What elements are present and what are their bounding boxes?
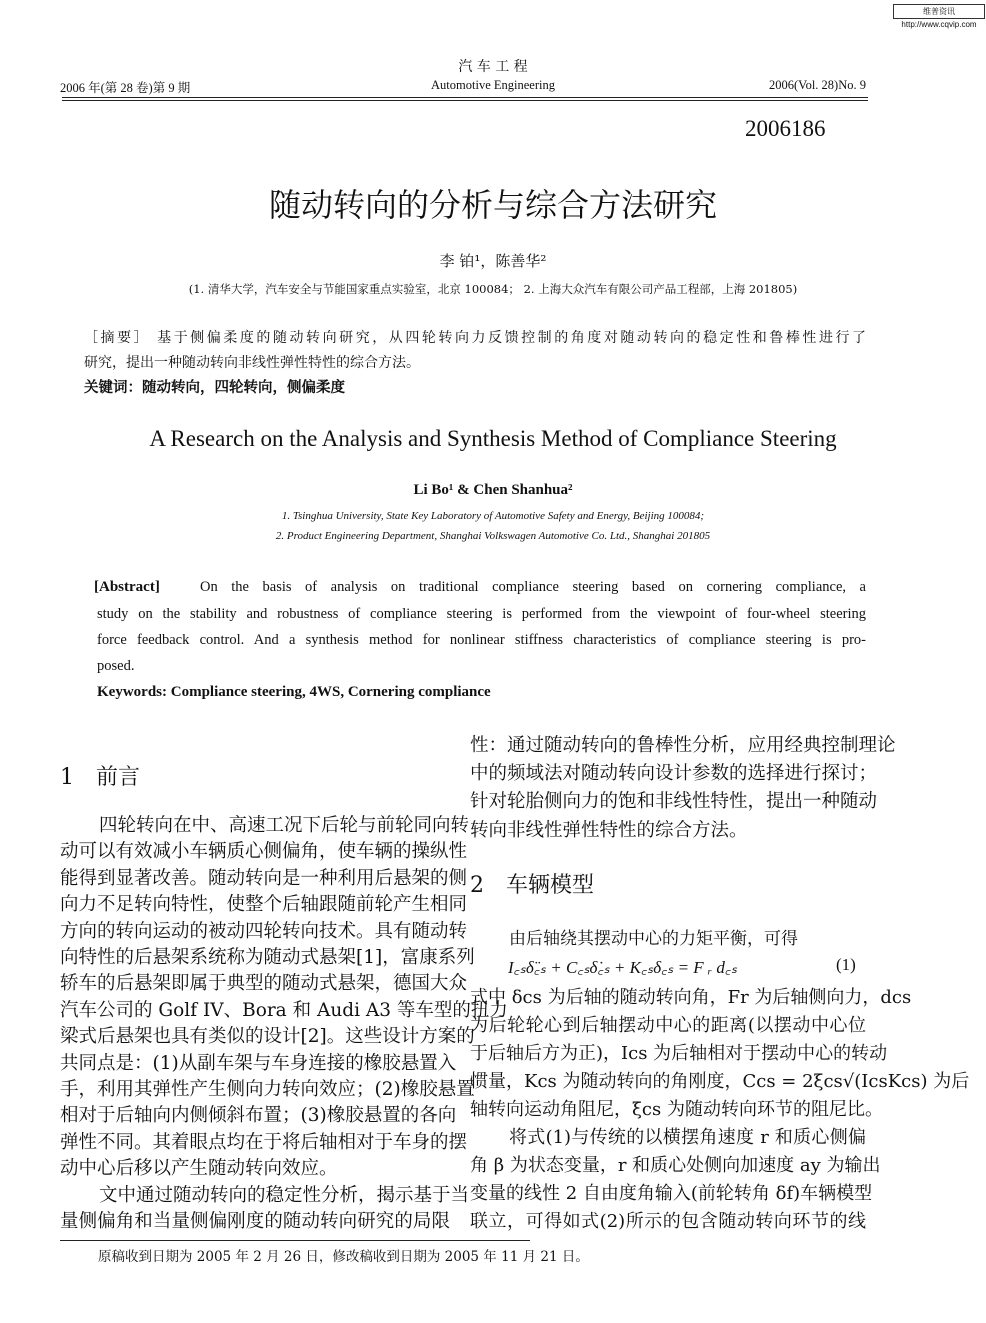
section-2-heading: 2 车辆模型 xyxy=(470,873,594,898)
body-text-line: 梁式后悬架也具有类似的设计[2]。这些设计方案的 xyxy=(60,1026,475,1048)
section-2-lead: 由后轴绕其摆动中心的力矩平衡，可得 xyxy=(509,929,798,949)
section-1-heading: 1 前言 xyxy=(60,765,140,790)
watermark[interactable]: 维普资讯 http://www.cqvip.com xyxy=(893,4,985,19)
body-text-line: 向特性的后悬架系统称为随动式悬架[1]，富康系列 xyxy=(60,947,475,968)
abstract-cn-line: ［摘要］ 基于侧偏柔度的随动转向研究，从四轮转向力反馈控制的角度对随动转向的稳定性和鲁棒性进行了 xyxy=(84,330,866,346)
journal-name-en: Automotive Engineering xyxy=(431,78,555,92)
affiliation-en: 1. Tsinghua University, State Key Laboratory of Automotive Safety and Energy, Beijing 100084; xyxy=(281,510,705,522)
body-text-line: 针对轮胎侧向力的饱和非线性特性，提出一种随动 xyxy=(470,791,878,813)
body-text-line: 式中 δcs 为后轴的随动转向角，Fr 为后轴侧向力，dcs xyxy=(470,987,912,1008)
equation-1: I꜀ₛδ̈꜀ₛ + C꜀ₛδ̇꜀ₛ + K꜀ₛδ꜀ₛ = F ᵣ d꜀ₛ xyxy=(508,958,738,977)
header-rule xyxy=(62,97,868,98)
body-text-line: 轴转向运动角阻尼，ξcs 为随动转向环节的阻尼比。 xyxy=(470,1099,883,1120)
body-text-line: 联立，可得如式(2)所示的包含随动转向环节的线 xyxy=(470,1211,866,1232)
body-text-line: 共同点是：(1)从副车架与车身连接的橡胶悬置入 xyxy=(60,1052,457,1074)
body-text-line: 量侧偏角和当量侧偏刚度的随动转向研究的局限 xyxy=(60,1211,450,1232)
body-text-line: 相对于后轴向内侧倾斜布置；(3)橡胶悬置的各向 xyxy=(60,1105,457,1127)
body-text-line: 于后轴后方为正)，Ics 为后轴相对于摆动中心的转动 xyxy=(470,1043,888,1064)
body-text-line: 文中通过随动转向的稳定性分析，揭示基于当 xyxy=(99,1184,470,1206)
body-text-line: 中的频域法对随动转向设计参数的选择进行探讨； xyxy=(470,763,878,785)
keywords-en-label: Keywords: xyxy=(97,684,167,700)
body-text-line: 动可以有效减小车辆质心侧偏角，使车辆的操纵性 xyxy=(60,841,468,863)
title-en: A Research on the Analysis and Synthesis Method of Compliance Steering xyxy=(149,426,837,451)
body-text-line: 角 β 为状态变量，r 和质心处侧向加速度 ay 为输出 xyxy=(470,1155,881,1176)
body-text-line: 为后轮轮心到后轴摆动中心的距离(以摆动中心位 xyxy=(470,1015,866,1036)
body-text-line: 四轮转向在中、高速工况下后轮与前轮同向转 xyxy=(99,815,470,836)
abstract-en-label: [Abstract] xyxy=(94,579,160,595)
issue-cn: 2006 年(第 28 卷)第 9 期 xyxy=(60,81,191,95)
abstract-en-line: posed. xyxy=(97,658,135,674)
issue-en: 2006(Vol. 28)No. 9 xyxy=(769,78,866,92)
footnote: 原稿收到日期为 2005 年 2 月 26 日，修改稿收到日期为 2005 年 11 月 21 日。 xyxy=(98,1249,589,1265)
abstract-en-line: force feedback control. And a synthesis method for nonlinear stiffness characteristics of compliance steering is pro- xyxy=(97,632,866,648)
body-text-line: 变量的线性 2 自由度角输入(前轮转角 δf)车辆模型 xyxy=(470,1183,873,1204)
body-text-line: 能得到显著改善。随动转向是一种利用后悬架的侧 xyxy=(60,867,468,889)
authors-en: Li Bo¹ & Chen Shanhua² xyxy=(413,482,573,498)
affiliation-en: 2. Product Engineering Department, Shanghai Volkswagen Automotive Co. Ltd., Shanghai 201805 xyxy=(275,530,711,542)
body-text-line: 性：通过随动转向的鲁棒性分析，应用经典控制理论 xyxy=(470,735,896,756)
body-text-line: 惯量，Kcs 为随动转向的角刚度，Ccs = 2ξcs√(IcsKcs) 为后 xyxy=(470,1071,970,1092)
body-text-line: 向力不足转向特性，使整个后轴跟随前轮产生相同 xyxy=(60,894,468,916)
equation-1-number: (1) xyxy=(836,955,856,974)
keywords-en-value: Compliance steering, 4WS, Cornering compliance xyxy=(170,684,491,700)
title-cn: 随动转向的分析与综合方法研究 xyxy=(268,186,717,224)
body-text-line: 手，利用其弹性产生侧向力转向效应；(2)橡胶悬置 xyxy=(60,1079,475,1100)
body-text-line: 动中心后移以产生随动转向效应。 xyxy=(60,1158,338,1180)
footnote-rule xyxy=(60,1240,530,1241)
article-id: 2006186 xyxy=(745,116,826,141)
body-text-line: 汽车公司的 Golf IV、Bora 和 Audi A3 等车型的扭力 xyxy=(60,999,508,1021)
body-text-line: 轿车的后悬架即属于典型的随动式悬架，德国大众 xyxy=(60,973,468,995)
body-text-line: 转向非线性弹性特性的综合方法。 xyxy=(470,819,748,841)
body-text-line: 弹性不同。其着眼点均在于将后轴相对于车身的摆 xyxy=(60,1131,468,1153)
keywords-en xyxy=(97,684,491,701)
keywords-cn: 关键词：随动转向，四轮转向，侧偏柔度 xyxy=(84,380,345,396)
header-rule xyxy=(62,100,868,101)
body-text-line: 将式(1)与传统的以横摆角速度 r 和质心侧偏 xyxy=(509,1127,866,1148)
abstract-en-line: On the basis of analysis on traditional compliance steering based on cornering compliance, a xyxy=(200,579,866,595)
affiliation-cn: (1. 清华大学，汽车安全与节能国家重点实验室，北京 100084； 2. 上海大众汽车有限公司产品工程部，上海 201805) xyxy=(188,282,798,296)
authors-cn: 李 铂¹，陈善华² xyxy=(439,252,547,270)
abstract-en-line: study on the stability and robustness of compliance steering is performed from the viewpoint of four-wheel steering xyxy=(97,606,866,622)
abstract-cn-line: 研究，提出一种随动转向非线性弹性特性的综合方法。 xyxy=(84,355,420,371)
body-text-line: 方向的转向运动的被动四轮转向技术。具有随动转 xyxy=(60,920,468,942)
journal-name-cn: 汽 车 工 程 xyxy=(458,59,528,75)
